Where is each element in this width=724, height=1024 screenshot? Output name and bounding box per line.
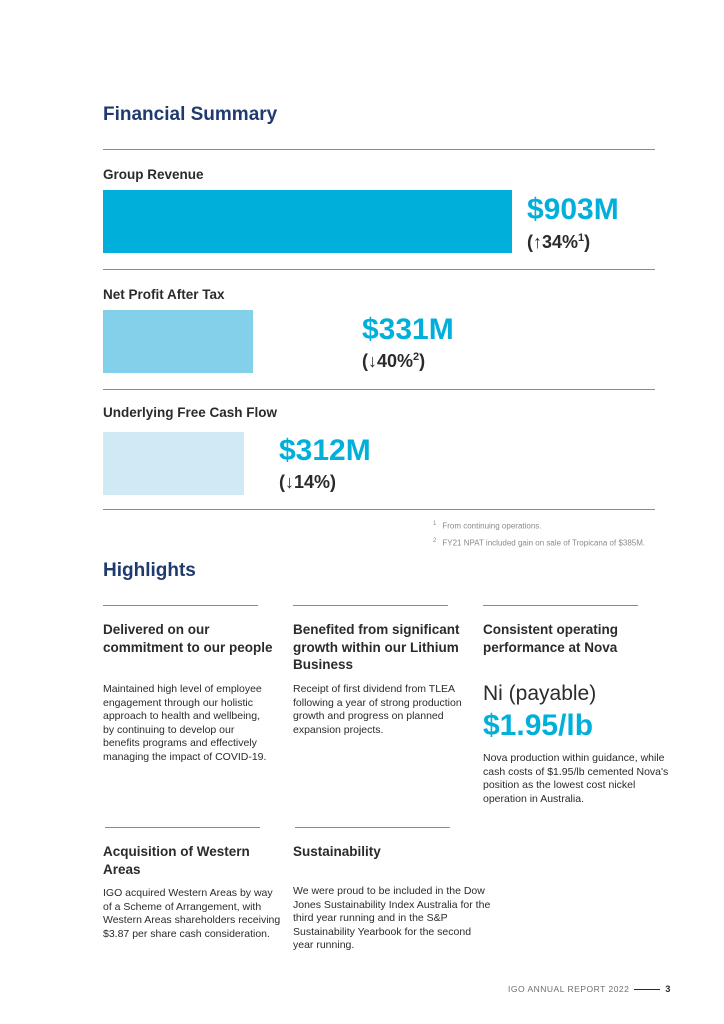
footnotes bbox=[433, 517, 645, 550]
footnote-1: $^1$ From continuing operations. bbox=[433, 521, 542, 531]
value-npat: $331M bbox=[362, 313, 454, 346]
footnote-2: $^2$ FY21 NPAT included gain on sale of Tropicana of $385M. bbox=[433, 537, 646, 548]
card-body-people: Maintained high level of employee engagement through our holistic approach to health and wellbeing, by continuing to develop our benefits programs and effectively managing the impact of COVID-19. bbox=[103, 683, 267, 763]
divider bbox=[103, 509, 655, 510]
footer-line bbox=[634, 989, 660, 990]
arrow-down-icon: ↓ bbox=[285, 472, 294, 492]
metric-label-fcf: Underlying Free Cash Flow bbox=[103, 405, 278, 420]
divider bbox=[103, 269, 655, 270]
page-footer bbox=[508, 984, 670, 994]
value-fcf: $312M bbox=[279, 434, 371, 467]
card-title-western-areas: Acquisition of Western Areas bbox=[103, 844, 250, 877]
footer-report-title: IGO ANNUAL REPORT 2022 bbox=[508, 984, 630, 994]
card-title-nova: Consistent operating performance at Nova bbox=[483, 622, 619, 655]
change-group-revenue: (↑34%$^1$) bbox=[527, 232, 591, 252]
value-group-revenue: $903M bbox=[527, 193, 619, 226]
bar-group-revenue bbox=[103, 190, 512, 253]
card-title-sustainability: Sustainability bbox=[293, 844, 381, 859]
divider bbox=[293, 605, 448, 606]
divider bbox=[295, 827, 450, 828]
card-body-nova: Nova production within guidance, while cash costs of $1.95/lb cemented Nova's position as the lowest cost nickel operation in Australia. bbox=[483, 752, 669, 805]
arrow-down-icon: ↓ bbox=[368, 351, 377, 371]
divider bbox=[103, 605, 258, 606]
change-npat: (↓40%$^2$) bbox=[362, 351, 426, 371]
divider bbox=[105, 827, 260, 828]
card-body-western-areas: IGO acquired Western Areas by way of a Scheme of Arrangement, with Western Areas shareholders receiving $3.87 per share cash consideration. bbox=[103, 887, 281, 940]
divider bbox=[483, 605, 638, 606]
card-title-lithium: Benefited from significant growth within our Lithium Business bbox=[293, 622, 460, 672]
page-number: 3 bbox=[665, 984, 671, 994]
financial-summary-title: Financial Summary bbox=[103, 104, 278, 125]
metric-label-group-revenue: Group Revenue bbox=[103, 167, 204, 182]
change-fcf: (↓14%) bbox=[279, 472, 337, 492]
divider bbox=[103, 389, 655, 390]
ni-payable-label: Ni (payable) bbox=[483, 682, 597, 705]
highlights-title: Highlights bbox=[103, 560, 196, 581]
card-body-lithium: Receipt of first dividend from TLEA following a year of strong production growth and progress on planned expansion projects. bbox=[293, 683, 462, 736]
card-body-sustainability: We were proud to be included in the Dow Jones Sustainability Index Australia for the third year running and in the S&P Sustainability Yearbook for the second year running. bbox=[293, 885, 491, 952]
bar-fcf bbox=[103, 432, 244, 495]
ni-payable-value: $1.95/lb bbox=[483, 709, 594, 742]
arrow-up-icon: ↑ bbox=[533, 232, 542, 252]
divider bbox=[103, 149, 655, 150]
metric-label-npat: Net Profit After Tax bbox=[103, 287, 225, 302]
bar-npat bbox=[103, 310, 253, 373]
card-title-people: Delivered on our commitment to our people bbox=[103, 622, 273, 655]
